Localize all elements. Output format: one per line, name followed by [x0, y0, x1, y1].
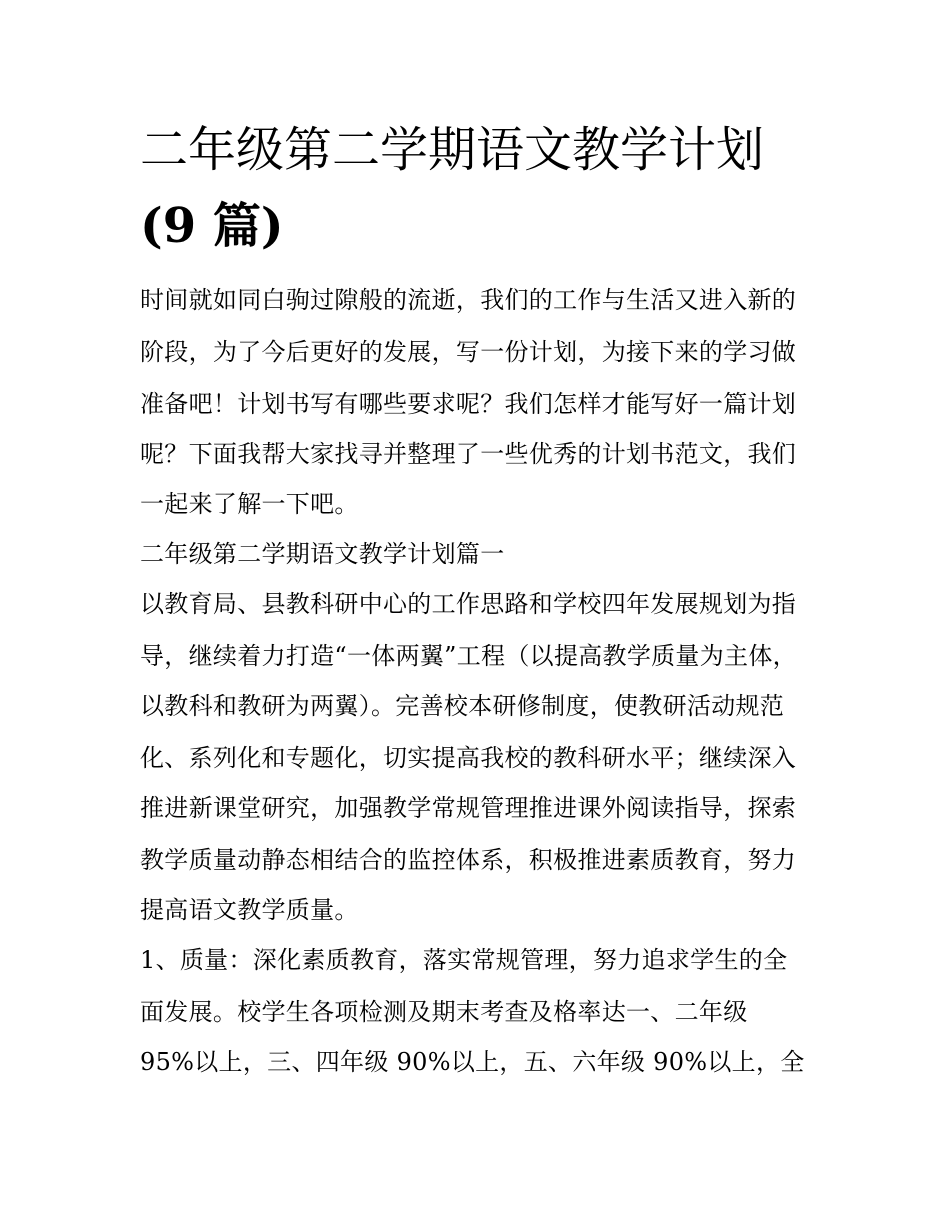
paragraph-line: 准备吧！计划书写有哪些要求呢？我们怎样才能写好一篇计划: [140, 390, 797, 418]
paragraph-line: 1、质量：深化素质教育，落实常规管理，努力追求学生的全: [140, 946, 788, 974]
paragraph-line: 教学质量动静态相结合的监控体系，积极推进素质教育，努力: [140, 846, 797, 874]
title-line-2: (9 篇): [140, 198, 284, 254]
paragraph-line: 推进新课堂研究，加强教学常规管理推进课外阅读指导，探索: [140, 794, 797, 822]
paragraph-line: 呢？下面我帮大家找寻并整理了一些优秀的计划书范文，我们: [140, 440, 797, 468]
paragraph-line: 导，继续着力打造“一体两翼”工程（以提高教学质量为主体，: [140, 642, 797, 670]
paragraph-line: 一起来了解一下吧。: [140, 490, 359, 518]
paragraph-line: 95%以上，三、四年级 90%以上，五、六年级 90%以上，全: [140, 1048, 805, 1076]
section-heading: 二年级第二学期语文教学计划篇一: [140, 540, 505, 568]
paragraph-line: 以教科和教研为两翼）。完善校本研修制度，使教研活动规范: [140, 692, 785, 720]
paragraph-line: 阶段，为了今后更好的发展，写一份计划，为接下来的学习做: [140, 338, 797, 366]
paragraph-line: 以教育局、县教科研中心的工作思路和学校四年发展规划为指: [140, 590, 797, 618]
title-line-1: 二年级第二学期语文教学计划: [140, 122, 765, 178]
document-title: [140, 112, 830, 264]
paragraph-line: 时间就如同白驹过隙般的流逝，我们的工作与生活又进入新的: [140, 286, 797, 314]
paragraph-line: 提高语文教学质量。: [140, 896, 359, 924]
paragraph-line: 化、系列化和专题化，切实提高我校的教科研水平；继续深入: [140, 744, 797, 772]
paragraph-line: 面发展。校学生各项检测及期末考查及格率达一、二年级: [140, 998, 748, 1026]
